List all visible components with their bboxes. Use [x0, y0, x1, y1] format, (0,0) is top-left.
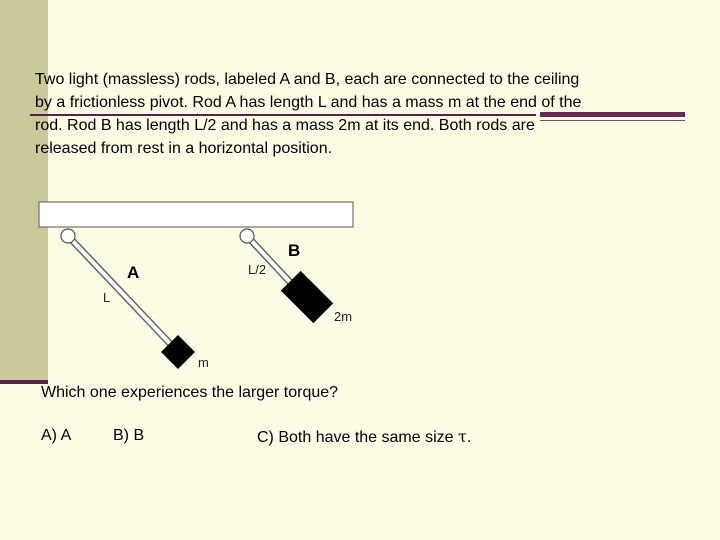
rod-a: [68, 236, 178, 352]
pivot-a: [61, 229, 75, 243]
problem-statement: Two light (massless) rods, labeled A and B, each are connected to the ceiling by a frictionless pivot. Rod A has length L and has a mass m at the end of the rod. Rod B has length L/2 and has a mass 2m at its end. Both rods are released from rest in a horizontal position.: [35, 71, 582, 157]
mass-a-label: m: [198, 355, 209, 370]
pivot-b: [240, 229, 254, 243]
rod-a-label: A: [127, 263, 140, 282]
question-text: Which one experiences the larger torque?: [41, 384, 339, 401]
choice-a: A) A: [41, 427, 72, 444]
mass-b-label: 2m: [334, 309, 353, 324]
tau-symbol: τ: [457, 427, 467, 446]
rod-b-label: B: [288, 241, 301, 260]
rod-b-length-label: L/2: [248, 262, 267, 277]
choice-c-period: .: [466, 429, 472, 446]
choice-c-text: C) Both have the same size: [257, 429, 458, 446]
choice-b: B) B: [113, 427, 145, 444]
rod-a-length-label: L: [103, 290, 111, 305]
choice-c: [257, 427, 471, 447]
ceiling: [39, 202, 353, 227]
